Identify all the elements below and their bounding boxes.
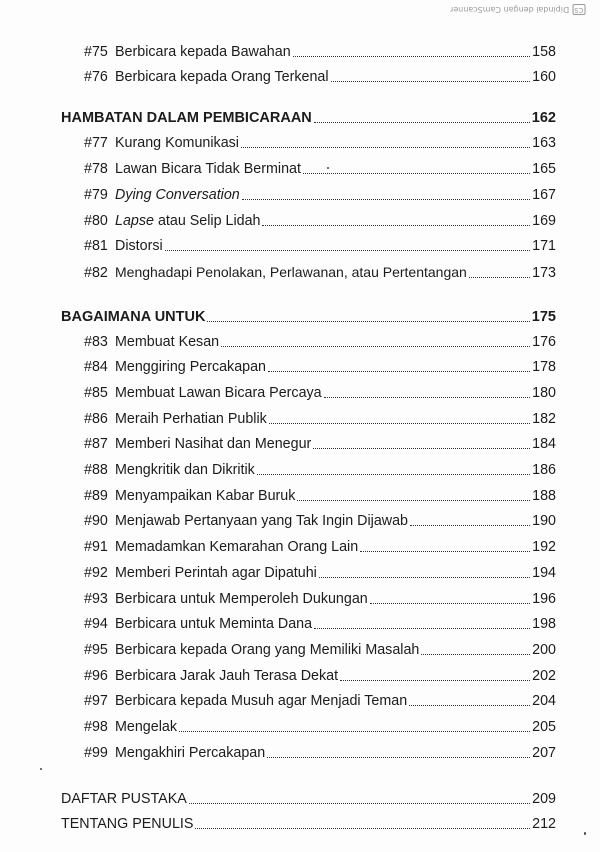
dot-leader (410, 525, 530, 526)
entry-page: 198 (532, 616, 556, 632)
entry-title: Memberi Perintah agar Dipatuhi (115, 565, 317, 581)
entry-number: #84 (84, 359, 108, 375)
toc-entry-95 (84, 641, 556, 659)
entry-title: Berbicara kepada Bawahan (115, 44, 291, 60)
entry-title: Distorsi (115, 238, 163, 254)
camscanner-icon: CS (574, 6, 584, 14)
entry-page: 178 (532, 359, 556, 375)
back-matter-page: 209 (532, 791, 556, 807)
entry-number: #90 (84, 513, 108, 529)
scan-speck (40, 768, 42, 770)
entry-title: Menghadapi Penolakan, Perlawanan, atau Pertentangan (115, 264, 467, 280)
dot-leader (195, 828, 530, 829)
entry-title-italic: Lapse (115, 213, 154, 229)
entry-title: Membuat Kesan (115, 334, 220, 350)
entry-number: #93 (84, 591, 108, 607)
toc-entry-83 (84, 333, 556, 351)
dot-leader (207, 321, 529, 322)
entry-number: #89 (84, 488, 108, 504)
toc-entry-87 (84, 435, 556, 453)
entry-page: 192 (532, 539, 556, 555)
toc-entry-94 (84, 615, 556, 633)
entry-page: 171 (532, 238, 556, 254)
toc-entry-97 (84, 692, 556, 710)
scanner-watermark-text: Dipindai dengan CamScanner (450, 5, 570, 14)
dot-leader (267, 757, 530, 758)
entry-page: 202 (532, 668, 556, 684)
entry-page: 184 (532, 436, 556, 452)
entry-number: #95 (84, 642, 108, 658)
entry-number: #86 (84, 411, 108, 427)
entry-page: 194 (532, 565, 556, 581)
entry-number: #78 (84, 161, 108, 177)
dot-leader (269, 423, 530, 424)
entry-number: #98 (84, 719, 108, 735)
dot-leader (189, 803, 530, 804)
toc-entry-93 (84, 590, 556, 608)
entry-page: 196 (532, 591, 556, 607)
entry-number: #92 (84, 565, 108, 581)
entry-page: 190 (532, 513, 556, 529)
entry-number: #94 (84, 616, 108, 632)
dot-leader (257, 474, 530, 475)
dot-leader (409, 705, 530, 706)
entry-number: #82 (84, 265, 108, 281)
entry-page: 186 (532, 462, 556, 478)
entry-title: Berbicara Jarak Jauh Terasa Dekat (115, 668, 339, 684)
section-page: 162 (531, 110, 556, 126)
section-title: HAMBATAN DALAM PEMBICARAAN (61, 110, 312, 126)
scan-speck (584, 832, 586, 835)
entry-title: Mengkritik dan Dikritik (115, 462, 255, 478)
entry-title: Mengakhiri Percakapan (115, 745, 266, 761)
entry-number: #99 (84, 745, 108, 761)
section-bagaimana-untuk (61, 308, 556, 326)
toc-daftar-pustaka (61, 790, 556, 808)
entry-page: 188 (532, 488, 556, 504)
entry-title: Berbicara untuk Memperoleh Dukungan (115, 591, 368, 607)
entry-title-italic: Dying Conversation (115, 187, 240, 203)
entry-page: 165 (532, 161, 556, 177)
entry-number: #83 (84, 334, 108, 350)
dot-leader (469, 277, 530, 278)
dot-leader (370, 603, 530, 604)
entry-title: Berbicara untuk Meminta Dana (115, 616, 313, 632)
entry-page: 158 (532, 44, 556, 60)
toc-entry-78 (84, 160, 556, 178)
dot-leader (421, 654, 530, 655)
dot-leader (319, 577, 530, 578)
back-matter-title: TENTANG PENULIS (61, 816, 194, 832)
dot-leader (179, 731, 530, 732)
entry-title: Memadamkan Kemarahan Orang Lain (115, 539, 359, 555)
entry-number: #87 (84, 436, 108, 452)
toc-entry-85 (84, 384, 556, 402)
dot-leader (262, 225, 530, 226)
entry-title: Kurang Komunikasi (115, 135, 239, 151)
dot-leader (324, 397, 531, 398)
entry-title: Mengelak (115, 719, 177, 735)
entry-title-rest: atau Selip Lidah (153, 213, 261, 229)
entry-title (115, 212, 260, 230)
dot-leader (242, 199, 530, 200)
entry-title: Lawan Bicara Tidak Berminat (115, 161, 301, 177)
scan-speck (327, 167, 329, 169)
toc-entry-90 (84, 512, 556, 530)
entry-page: 176 (532, 334, 556, 350)
dot-leader (314, 628, 530, 629)
entry-page: 180 (532, 385, 556, 401)
toc-tentang-penulis (61, 815, 556, 833)
entry-title: Berbicara kepada Musuh agar Menjadi Teman (115, 693, 408, 709)
toc-entry-80 (84, 212, 556, 230)
toc-entry-86 (84, 410, 556, 428)
toc-entry-75 (84, 43, 556, 61)
entry-number: #96 (84, 668, 108, 684)
entry-number: #88 (84, 462, 108, 478)
toc-entry-76 (84, 68, 556, 86)
dot-leader (340, 680, 530, 681)
dot-leader (268, 371, 530, 372)
entry-page: 167 (532, 187, 556, 203)
toc-entry-96 (84, 667, 556, 685)
toc-entry-89 (84, 487, 556, 505)
entry-number: #79 (84, 187, 108, 203)
dot-leader (165, 250, 530, 251)
dot-leader (331, 81, 531, 82)
entry-number: #80 (84, 213, 108, 229)
entry-title: Berbicara kepada Orang yang Memiliki Masalah (115, 642, 420, 658)
entry-title: Menggiring Percakapan (115, 359, 267, 375)
dot-leader (314, 122, 530, 123)
scanner-watermark (450, 4, 586, 15)
dot-leader (293, 56, 530, 57)
back-matter-title: DAFTAR PUSTAKA (61, 791, 187, 807)
toc-entry-84 (84, 358, 556, 376)
entry-number: #81 (84, 238, 108, 254)
entry-title: Membuat Lawan Bicara Percaya (115, 385, 322, 401)
entry-title: Memberi Nasihat dan Menegur (115, 436, 312, 452)
section-title: BAGAIMANA UNTUK (61, 309, 206, 325)
dot-leader (221, 346, 530, 347)
entry-number: #77 (84, 135, 108, 151)
entry-page: 205 (532, 719, 556, 735)
entry-number: #85 (84, 385, 108, 401)
dot-leader (313, 448, 530, 449)
toc-entry-81 (84, 237, 556, 255)
entry-page: 204 (532, 693, 556, 709)
entry-title: Berbicara kepada Orang Terkenal (115, 69, 329, 85)
section-page: 175 (531, 309, 556, 325)
dot-leader (297, 500, 530, 501)
toc-entry-91 (84, 538, 556, 556)
entry-number: #76 (84, 69, 108, 85)
entry-page: 207 (532, 745, 556, 761)
toc-entry-88 (84, 461, 556, 479)
entry-page: 163 (532, 135, 556, 151)
entry-page: 173 (532, 265, 556, 281)
entry-title: Meraih Perhatian Publik (115, 411, 267, 427)
toc-entry-82 (84, 263, 556, 282)
entry-page: 182 (532, 411, 556, 427)
entry-page: 200 (532, 642, 556, 658)
back-matter-page: 212 (532, 816, 556, 832)
dot-leader (360, 551, 530, 552)
entry-title: Menyampaikan Kabar Buruk (115, 488, 296, 504)
toc-entry-99 (84, 744, 556, 762)
entry-title: Menjawab Pertanyaan yang Tak Ingin Dijawab (115, 513, 409, 529)
entry-page: 160 (532, 69, 556, 85)
toc-entry-98 (84, 718, 556, 736)
entry-number: #75 (84, 44, 108, 60)
entry-number: #97 (84, 693, 108, 709)
entry-number: #91 (84, 539, 108, 555)
section-hambatan (61, 109, 556, 127)
toc-entry-77 (84, 134, 556, 152)
entry-page: 169 (532, 213, 556, 229)
dot-leader (241, 147, 530, 148)
toc-entry-79 (84, 186, 556, 204)
dot-leader (303, 173, 530, 174)
toc-entry-92 (84, 564, 556, 582)
